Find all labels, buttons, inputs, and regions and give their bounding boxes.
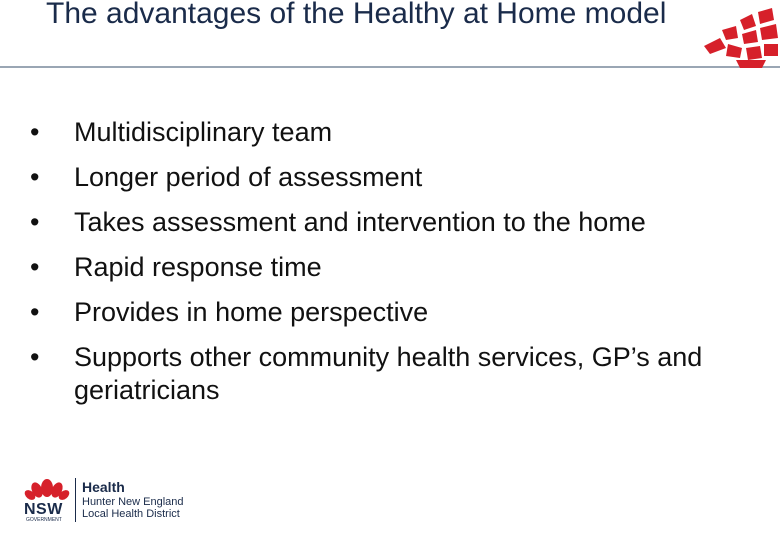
health-label: Health (82, 479, 125, 495)
bullet-text: Longer period of assessment (74, 162, 423, 192)
bullet-marker: • (30, 297, 40, 327)
district-line-1: Hunter New England (82, 496, 184, 508)
list-item (28, 206, 728, 239)
nsw-wordmark: NSW (24, 501, 63, 518)
slide-title: The advantages of the Healthy at Home model (46, 0, 667, 30)
bullet-marker: • (30, 252, 40, 282)
bullet-text: Rapid response time (74, 252, 322, 282)
bullet-text: Supports other community health services, GP’s and geriatricians (74, 342, 703, 405)
government-label: GOVERNMENT (26, 517, 62, 523)
bullet-marker: • (30, 117, 40, 147)
bullet-text: Provides in home perspective (74, 297, 429, 327)
district-name (82, 496, 212, 520)
list-item (28, 161, 728, 194)
list-item (28, 251, 728, 284)
list-item (28, 296, 728, 329)
bullet-marker: • (30, 342, 40, 372)
nsw-health-logo (22, 474, 202, 526)
bullet-text: Takes assessment and intervention to the home (74, 207, 646, 237)
bullet-marker: • (30, 207, 40, 237)
bullet-list (28, 116, 728, 419)
title-underline (0, 66, 780, 68)
bullet-text: Multidisciplinary team (74, 117, 333, 147)
list-item (28, 341, 728, 407)
logo-divider (75, 478, 76, 522)
district-line-2: Local Health District (82, 508, 180, 520)
waratah-icon (696, 8, 780, 70)
waratah-emblem-icon (24, 474, 70, 504)
bullet-marker: • (30, 162, 40, 192)
list-item (28, 116, 728, 149)
